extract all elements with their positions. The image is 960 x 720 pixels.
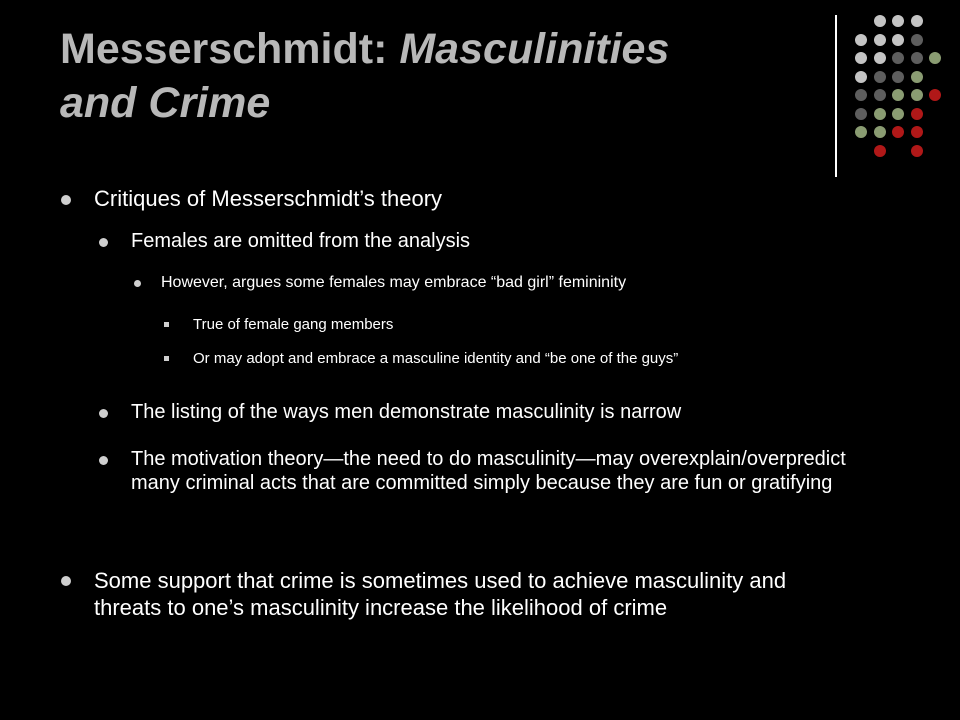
bullet-icon	[61, 576, 71, 586]
bullet-icon	[99, 456, 108, 465]
square-bullet-icon	[164, 356, 169, 361]
bullet-text: Females are omitted from the analysis	[131, 230, 471, 252]
bullet-text: The motivation theory—the need to do masculinity—may overexplain/overpredict many criminal acts that are committed simply because they are fun or gratifying	[131, 448, 846, 494]
title-name: Messerschmidt:	[60, 25, 400, 73]
bullet-icon	[61, 195, 71, 205]
title-italic-2: and Crime	[60, 79, 271, 127]
bullet-text: Critiques of Messerschmidt’s theory	[94, 186, 443, 211]
bullet-text: Some support that crime is sometimes used to achieve masculinity and threats to one’s masculinity increase the likelihood of crime	[94, 568, 787, 620]
bullet-text: However, argues some females may embrace “bad girl” femininity	[161, 274, 627, 291]
bullet-text: The listing of the ways men demonstrate masculinity is narrow	[131, 401, 682, 423]
bullet-text: Or may adopt and embrace a masculine identity and “be one of the guys”	[193, 350, 679, 367]
square-bullet-icon	[164, 322, 169, 327]
bullet-icon	[99, 238, 108, 247]
bullet-icon	[99, 409, 108, 418]
bullet-icon	[134, 280, 141, 287]
bullet-text: True of female gang members	[193, 316, 394, 333]
title-italic-1: Masculinities	[399, 25, 670, 73]
